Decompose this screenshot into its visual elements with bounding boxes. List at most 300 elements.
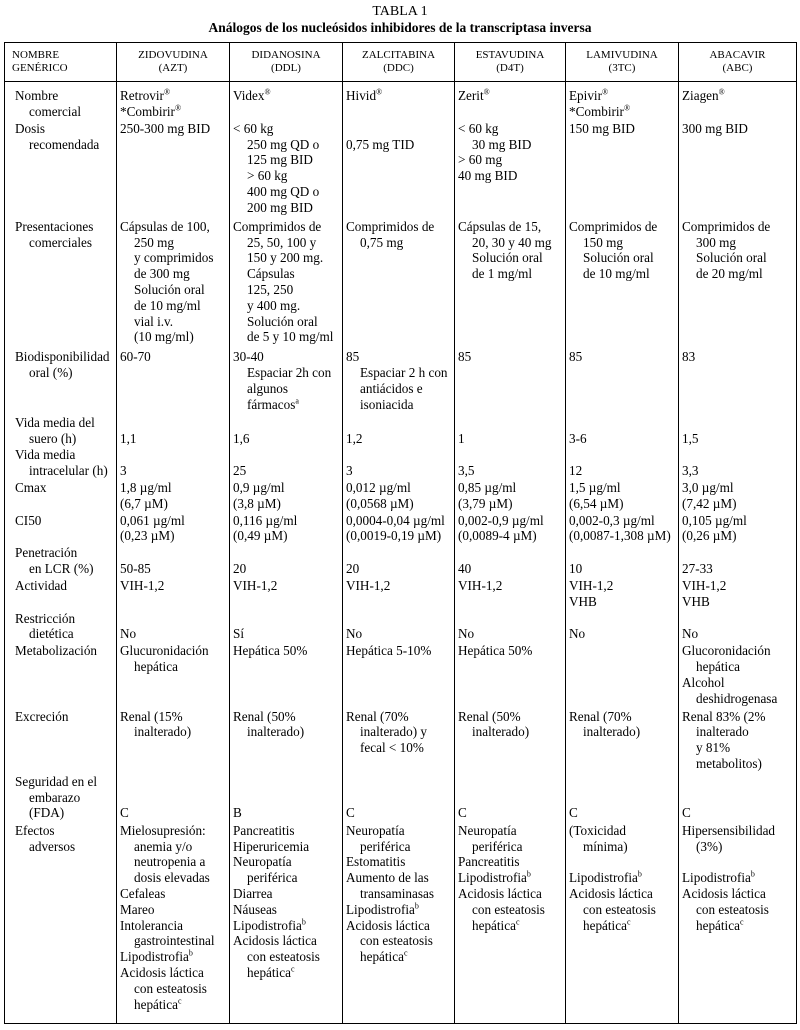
- cell-line: [346, 447, 452, 463]
- cell-line: [682, 643, 794, 659]
- cell-text: 3: [346, 463, 353, 479]
- cell-text: Comprimidos de: [682, 218, 771, 234]
- cell-text: > 60 kg: [247, 168, 288, 184]
- cell-line: [233, 447, 340, 463]
- cell-line: [682, 121, 794, 137]
- cell-text: Lipodistrofia: [120, 949, 189, 965]
- cell-line: [682, 823, 794, 839]
- cell-text: anemia y/o: [134, 838, 193, 854]
- cell-text: 150 mg: [583, 234, 623, 250]
- cell-text: 85: [569, 349, 583, 365]
- cell-line: [233, 724, 340, 740]
- cell-line: [458, 839, 563, 855]
- superscript-mark: ®: [483, 87, 490, 97]
- row-label: [5, 82, 117, 121]
- cell-line: [233, 88, 340, 104]
- header-text: (ABC): [722, 62, 753, 74]
- cell-line: [120, 626, 227, 642]
- table-cell: [566, 447, 679, 480]
- cell-line: [120, 561, 227, 577]
- cell-text: transaminasas: [360, 885, 434, 901]
- cell-line: [233, 121, 340, 137]
- cell-line: [120, 709, 227, 725]
- table-row: [5, 219, 797, 350]
- cell-line: [120, 805, 227, 821]
- cell-text: Cápsulas de 100,: [120, 218, 210, 234]
- cell-text: Efectos: [15, 822, 55, 838]
- cell-line: [569, 724, 676, 740]
- header-text: (D4T): [496, 62, 524, 74]
- cell-line: [682, 839, 794, 855]
- cell-text: No: [458, 626, 475, 642]
- cell-line: [569, 88, 676, 104]
- cell-line: [458, 415, 563, 431]
- cell-line: [458, 88, 563, 104]
- superscript-mark: c: [515, 917, 520, 927]
- cell-line: [15, 480, 114, 496]
- cell-text: 0,116 µg/ml: [233, 512, 298, 528]
- table-cell: [343, 480, 455, 513]
- cell-line: [682, 250, 794, 266]
- table-cell: [230, 709, 343, 774]
- superscript-mark: ®: [718, 87, 725, 97]
- cell-text: B: [233, 805, 242, 821]
- cell-line: [458, 250, 563, 266]
- cell-line: [346, 933, 452, 949]
- cell-text: Metabolización: [15, 643, 98, 659]
- cell-line: [569, 870, 676, 886]
- cell-line: [569, 594, 676, 610]
- table-cell: [455, 774, 566, 823]
- table-cell: [679, 447, 797, 480]
- cell-line: [346, 88, 452, 104]
- table-row: [5, 823, 797, 1024]
- cell-line: [120, 219, 227, 235]
- cell-line: [346, 528, 452, 544]
- cell-text: Seguridad en el: [15, 773, 98, 789]
- cell-line: [120, 886, 227, 902]
- table-row: [5, 513, 797, 546]
- table-row: [5, 709, 797, 774]
- cell-text: VIH-1,2: [569, 577, 614, 593]
- cell-text: C: [458, 805, 467, 821]
- cell-text: 250-300 mg BID: [120, 120, 211, 136]
- cell-text: antiácidos e: [360, 381, 423, 397]
- cell-text: Videx: [233, 88, 265, 103]
- cell-text: y 81%: [696, 740, 731, 756]
- cell-line: [346, 724, 452, 740]
- cell-text: Diarrea: [233, 885, 273, 901]
- table-row: [5, 415, 797, 448]
- table-cell: [455, 513, 566, 546]
- superscript-mark: a: [295, 396, 299, 406]
- table-row: [5, 447, 797, 480]
- cell-text: 60-70: [120, 349, 151, 365]
- cell-text: isoniacida: [360, 396, 414, 412]
- cell-line: [120, 88, 227, 104]
- cell-text: 50-85: [120, 561, 151, 577]
- cell-text: VIH-1,2: [458, 577, 503, 593]
- table-cell: [230, 349, 343, 414]
- cell-line: [346, 709, 452, 725]
- cell-line: [458, 561, 563, 577]
- cell-text: Lipodistrofia: [569, 870, 638, 886]
- cell-line: [120, 774, 227, 790]
- cell-text: 150 mg BID: [569, 120, 635, 136]
- table-cell: [455, 219, 566, 350]
- cell-line: [120, 415, 227, 431]
- header-drug: [343, 43, 455, 82]
- table-row: [5, 643, 797, 708]
- cell-line: [569, 513, 676, 529]
- table-cell: [455, 480, 566, 513]
- cell-text: 0,75 mg: [360, 234, 404, 250]
- cell-text: Hipersensibilidad: [682, 822, 776, 838]
- cell-line: [233, 314, 340, 330]
- cell-line: [233, 626, 340, 642]
- table-cell: [117, 447, 230, 480]
- cell-line: [233, 480, 340, 496]
- cell-line: [682, 790, 794, 806]
- table-cell: [343, 447, 455, 480]
- table-cell: [455, 415, 566, 448]
- cell-line: [458, 774, 563, 790]
- table-cell: [679, 415, 797, 448]
- cell-line: [682, 870, 794, 886]
- cell-line: [458, 611, 563, 627]
- cell-line: [682, 740, 794, 756]
- cell-text: Renal (50%: [458, 708, 521, 724]
- table-body: [5, 82, 797, 1024]
- cell-text: 1,6: [233, 430, 250, 446]
- cell-line: [346, 121, 452, 137]
- cell-line: [458, 349, 563, 365]
- table-cell: [230, 513, 343, 546]
- cell-line: [569, 839, 676, 855]
- cell-line: [15, 611, 114, 627]
- cell-text: vial i.v.: [134, 313, 174, 329]
- table-cell: [343, 578, 455, 611]
- cell-line: [233, 431, 340, 447]
- cell-text: Hepática 50%: [458, 643, 533, 659]
- cell-line: [458, 724, 563, 740]
- cell-line: [569, 528, 676, 544]
- cell-line: [233, 282, 340, 298]
- table-cell: [679, 121, 797, 219]
- cell-line: [458, 823, 563, 839]
- cell-line: [569, 823, 676, 839]
- cell-line: [346, 823, 452, 839]
- table-cell: [566, 82, 679, 121]
- cell-text: 125, 250: [247, 282, 294, 297]
- cell-line: [120, 918, 227, 934]
- cell-text: de 10 mg/ml: [134, 297, 201, 313]
- table-cell: [230, 82, 343, 121]
- cell-text: con esteatosis: [696, 901, 769, 917]
- cell-line: [233, 918, 340, 934]
- cell-line: [15, 88, 114, 104]
- cell-line: [346, 790, 452, 806]
- cell-line: [233, 965, 340, 981]
- table-cell: [230, 823, 343, 1024]
- cell-line: [15, 235, 114, 251]
- row-label: [5, 643, 117, 708]
- table-cell: [566, 219, 679, 350]
- cell-line: [346, 561, 452, 577]
- cell-text: Cmax: [15, 480, 47, 495]
- cell-text: hepática: [247, 964, 291, 980]
- cell-line: [346, 463, 452, 479]
- cell-line: [569, 774, 676, 790]
- cell-text: Excreción: [15, 708, 69, 724]
- cell-line: [120, 790, 227, 806]
- cell-line: [120, 902, 227, 918]
- cell-text: Estomatitis: [346, 854, 406, 870]
- cell-line: [120, 578, 227, 594]
- cell-line: [682, 480, 794, 496]
- cell-line: [346, 496, 452, 512]
- cell-line: [233, 774, 340, 790]
- cell-line: [233, 463, 340, 479]
- table-cell: [679, 349, 797, 414]
- cell-line: [682, 854, 794, 870]
- cell-text: 1,1: [120, 430, 137, 446]
- header-drug: [117, 43, 230, 82]
- cell-text: Espaciar 2 h con: [360, 365, 448, 381]
- cell-text: de 10 mg/ml: [583, 266, 650, 282]
- cell-line: [682, 918, 794, 934]
- cell-line: [569, 121, 676, 137]
- cell-text: hepática: [696, 917, 740, 933]
- table-cell: [679, 219, 797, 350]
- cell-text: hepática: [134, 996, 178, 1012]
- cell-line: [346, 219, 452, 235]
- header-drug: [566, 43, 679, 82]
- table-cell: [679, 774, 797, 823]
- drug-comparison-table: [4, 42, 797, 1024]
- cell-text: 85: [346, 349, 360, 365]
- table-cell: [455, 349, 566, 414]
- cell-text: Comprimidos de: [569, 218, 658, 234]
- cell-text: 20: [346, 561, 360, 577]
- table-cell: [343, 709, 455, 774]
- cell-text: dosis elevadas: [134, 870, 210, 886]
- cell-line: [569, 643, 676, 659]
- cell-line: [458, 709, 563, 725]
- cell-line: [346, 381, 452, 397]
- header-drug: [455, 43, 566, 82]
- cell-text: periférica: [472, 838, 523, 854]
- cell-line: [458, 870, 563, 886]
- cell-line: [682, 528, 794, 544]
- cell-text: fecal < 10%: [360, 740, 424, 756]
- cell-line: [569, 626, 676, 642]
- cell-text: 40: [458, 561, 472, 577]
- cell-text: 1,5 µg/ml: [569, 480, 621, 495]
- table-cell: [117, 643, 230, 708]
- row-label: [5, 774, 117, 823]
- cell-text: suero (h): [29, 430, 77, 446]
- cell-line: [233, 266, 340, 282]
- cell-line: [458, 219, 563, 235]
- cell-text: inalterado): [247, 724, 305, 740]
- cell-line: [120, 266, 227, 282]
- cell-text: comerciales: [29, 234, 92, 250]
- cell-line: [458, 643, 563, 659]
- superscript-mark: ®: [163, 87, 171, 97]
- table-cell: [343, 349, 455, 414]
- cell-text: Acidosis láctica: [569, 885, 653, 901]
- cell-text: 400 mg QD o: [247, 184, 320, 200]
- cell-line: [682, 709, 794, 725]
- cell-text: inalterado): [134, 724, 192, 740]
- cell-text: deshidrogenasa: [696, 690, 778, 706]
- table-cell: [566, 709, 679, 774]
- cell-line: [346, 740, 452, 756]
- cell-text: C: [682, 805, 691, 821]
- cell-text: 27-33: [682, 561, 713, 577]
- table-caption: [0, 0, 800, 36]
- cell-line: [120, 431, 227, 447]
- cell-text: > 60 mg: [458, 152, 503, 168]
- table-cell: [117, 82, 230, 121]
- cell-line: [569, 266, 676, 282]
- cell-line: [346, 431, 452, 447]
- cell-text: 125 mg BID: [247, 152, 313, 168]
- cell-text: C: [569, 805, 578, 821]
- cell-line: [120, 104, 227, 120]
- cell-line: [15, 839, 114, 855]
- superscript-mark: b: [188, 948, 193, 958]
- cell-line: [346, 870, 452, 886]
- cell-line: [458, 513, 563, 529]
- header-text: ESTAVUDINA: [475, 49, 545, 61]
- cell-line: [346, 805, 452, 821]
- header-row: [5, 43, 797, 82]
- table-cell: [455, 643, 566, 708]
- table-cell: [679, 82, 797, 121]
- cell-text: 0,012 µg/ml: [346, 480, 411, 495]
- table-cell: [230, 774, 343, 823]
- cell-line: [233, 250, 340, 266]
- cell-line: [682, 431, 794, 447]
- cell-line: [346, 918, 452, 934]
- table-cell: [117, 709, 230, 774]
- row-label: [5, 480, 117, 513]
- cell-line: [458, 431, 563, 447]
- table-cell: [343, 415, 455, 448]
- cell-text: hepática: [696, 659, 740, 674]
- cell-line: [120, 870, 227, 886]
- cell-text: hepática: [134, 659, 178, 674]
- cell-text: (3,79 µM): [458, 495, 513, 511]
- superscript-mark: c: [290, 964, 295, 974]
- cell-text: inalterado): [472, 724, 530, 740]
- cell-text: 0,9 µg/ml: [233, 480, 285, 495]
- cell-line: [120, 659, 227, 675]
- cell-text: recomendada: [29, 136, 100, 152]
- cell-line: [15, 415, 114, 431]
- cell-line: [569, 709, 676, 725]
- cell-line: [346, 643, 452, 659]
- cell-text: Lipodistrofia: [346, 901, 415, 917]
- cell-line: [346, 902, 452, 918]
- header-drug: [679, 43, 797, 82]
- cell-text: Renal (15%: [120, 708, 183, 724]
- superscript-mark: ®: [264, 87, 271, 97]
- cell-text: Presentaciones: [15, 218, 94, 234]
- superscript-mark: c: [739, 917, 744, 927]
- cell-text: Solución oral: [696, 250, 767, 266]
- cell-text: (0,23 µM): [120, 528, 175, 544]
- cell-text: mínima): [583, 838, 628, 854]
- cell-line: [458, 447, 563, 463]
- cell-line: [233, 709, 340, 725]
- cell-line: [15, 513, 114, 529]
- cell-text: Ziagen: [682, 88, 719, 103]
- cell-line: [120, 643, 227, 659]
- superscript-mark: b: [301, 917, 306, 927]
- cell-line: [120, 981, 227, 997]
- row-label: [5, 415, 117, 448]
- cell-text: Neuropatía: [458, 822, 517, 838]
- cell-line: [346, 513, 452, 529]
- cell-line: [458, 528, 563, 544]
- cell-text: *Combirir: [120, 103, 175, 119]
- cell-line: [458, 152, 563, 168]
- table-cell: [455, 709, 566, 774]
- table-cell: [230, 643, 343, 708]
- cell-text: Aumento de las: [346, 870, 429, 886]
- table-row: [5, 578, 797, 611]
- cell-line: [15, 447, 114, 463]
- cell-line: [682, 594, 794, 610]
- cell-line: [346, 578, 452, 594]
- cell-text: Lipodistrofia: [458, 870, 527, 886]
- superscript-mark: c: [626, 917, 631, 927]
- cell-line: [346, 235, 452, 251]
- header-text: (AZT): [158, 62, 188, 74]
- cell-text: 30-40: [233, 349, 264, 365]
- cell-text: Náuseas: [233, 901, 277, 917]
- cell-line: [120, 480, 227, 496]
- cell-text: Actividad: [15, 577, 68, 593]
- cell-text: No: [346, 626, 363, 642]
- table-cell: [679, 643, 797, 708]
- cell-text: Dosis: [15, 120, 46, 136]
- cell-line: [233, 823, 340, 839]
- table-cell: [679, 480, 797, 513]
- cell-text: 150 y 200 mg.: [247, 250, 324, 266]
- table-cell: [455, 823, 566, 1024]
- cell-text: (3%): [696, 838, 723, 854]
- cell-line: [569, 349, 676, 365]
- cell-text: 83: [682, 349, 696, 365]
- cell-text: (0,0089-4 µM): [458, 528, 537, 544]
- cell-text: Acidosis láctica: [120, 964, 204, 980]
- cell-text: C: [346, 805, 355, 821]
- cell-line: [233, 886, 340, 902]
- table-cell: [455, 447, 566, 480]
- table-cell: [455, 578, 566, 611]
- table-cell: [230, 480, 343, 513]
- cell-text: Comprimidos de: [346, 218, 435, 234]
- cell-line: [233, 219, 340, 235]
- cell-text: con esteatosis: [247, 949, 320, 965]
- cell-line: [120, 724, 227, 740]
- cell-text: Renal (50%: [233, 708, 296, 724]
- cell-line: [569, 235, 676, 251]
